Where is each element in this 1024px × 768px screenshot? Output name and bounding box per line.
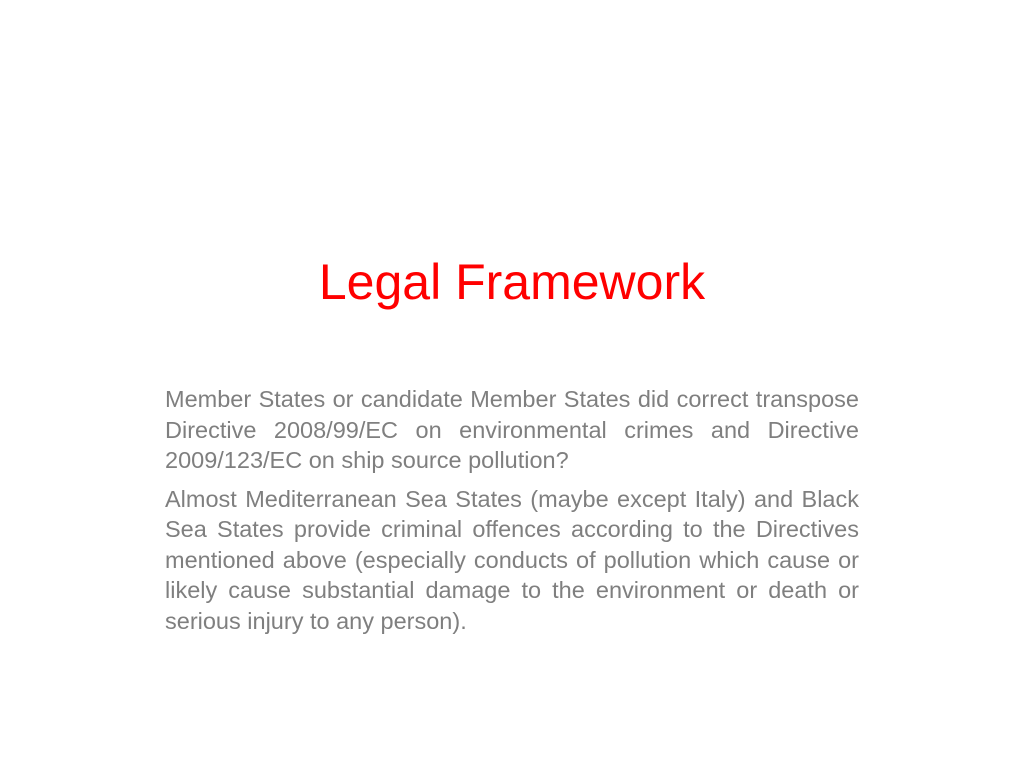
- body-paragraph-1: Member States or candidate Member States did correct transpose Directive 2008/99/EC on environmental crimes and Directive 2009/123/EC on ship source pollution?: [165, 386, 859, 473]
- slide-title: Legal Framework: [318, 254, 706, 310]
- body-paragraph-2: Almost Mediterranean Sea States (maybe except Italy) and Black Sea States provide criminal offences according to the Directives mentioned above (especially conducts of pollution which cause or likely cause substantial damage to the environment or death or serious injury to any person).: [165, 485, 859, 634]
- slide-body: [165, 384, 859, 644]
